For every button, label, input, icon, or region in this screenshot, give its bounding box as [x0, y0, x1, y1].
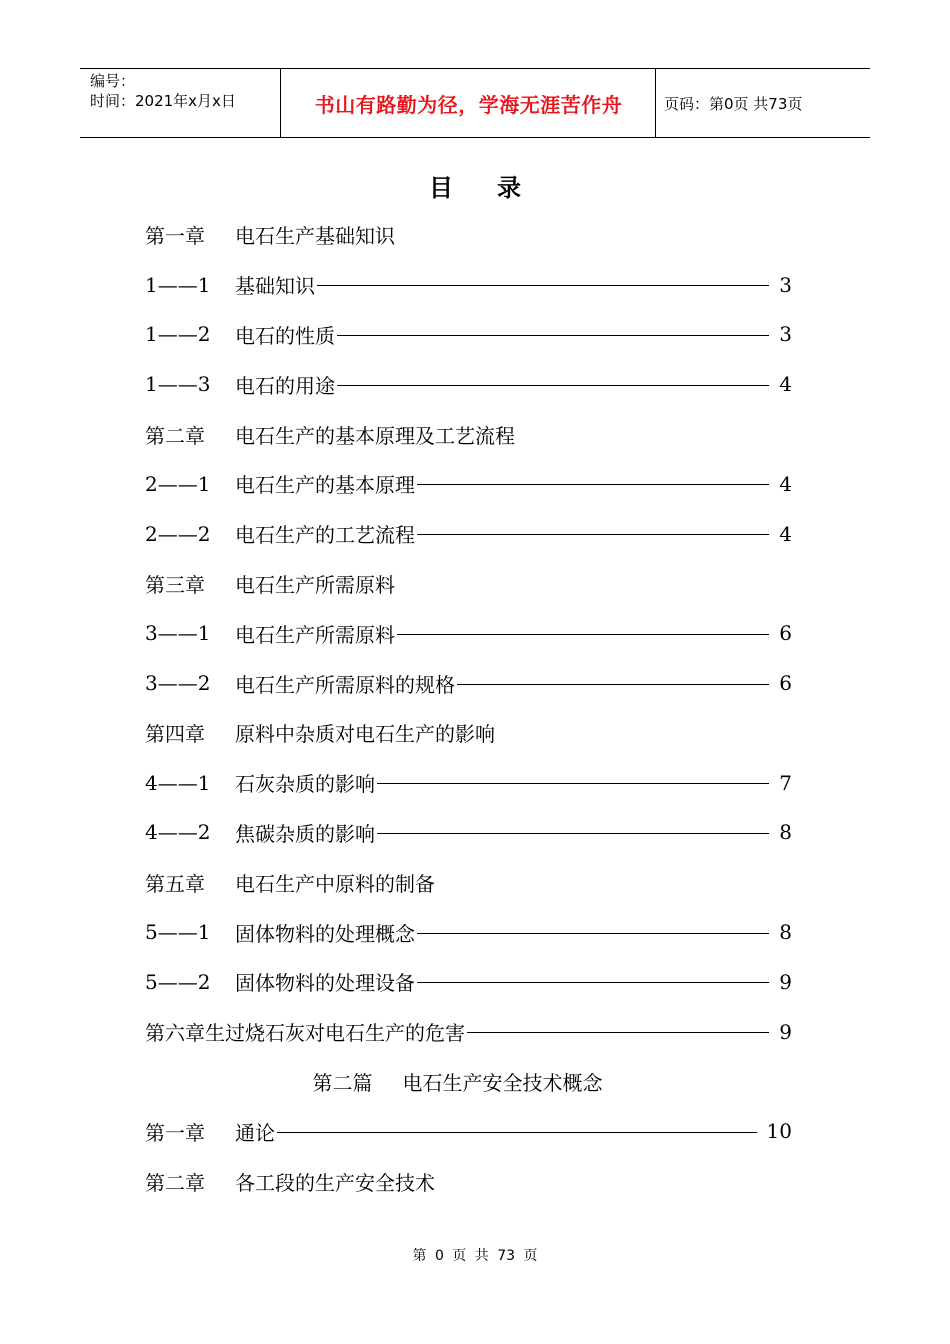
- toc-entry-page: 8: [779, 920, 792, 945]
- toc-entry: [145, 957, 792, 1007]
- number-label: 编号：: [90, 72, 136, 90]
- toc-entry-page: 3: [779, 272, 792, 297]
- toc-leader-line: [337, 385, 769, 386]
- toc-entry: [145, 1007, 792, 1057]
- toc-entry-number: 3——2: [145, 671, 211, 696]
- toc-entry: [145, 658, 792, 708]
- table-of-contents: [145, 210, 792, 1206]
- toc-entry: [145, 359, 792, 409]
- toc-entry-number: 第五章: [145, 871, 205, 896]
- toc-entry-label: 电石生产的基本原理及工艺流程: [235, 423, 515, 448]
- page-title: 目录: [429, 174, 565, 202]
- toc-entry-page: 9: [779, 1019, 792, 1044]
- toc-entry-page: 4: [779, 471, 792, 496]
- toc-entry: [145, 409, 792, 459]
- toc-entry: [145, 1106, 792, 1156]
- header-motto: 书山有路勤为径，学海无涯苦作舟: [282, 69, 656, 137]
- page-header: [80, 68, 870, 138]
- toc-leader-line: [417, 982, 769, 983]
- toc-entry-page: 8: [779, 820, 792, 845]
- toc-entry-label: 电石生产所需原料的规格: [235, 672, 455, 697]
- toc-entry-page: 6: [779, 621, 792, 646]
- page-footer: 第 0 页 共 73 页: [412, 1248, 538, 1264]
- toc-entry: [145, 1156, 792, 1206]
- toc-leader-line: [457, 684, 769, 685]
- toc-entry-label: 电石生产的工艺流程: [235, 523, 415, 548]
- toc-entry-label: 电石生产所需原料: [235, 622, 395, 647]
- toc-entry-label: 电石生产的基本原理: [235, 473, 415, 498]
- toc-entry-number: 第三章: [145, 572, 205, 597]
- toc-entry: [145, 1057, 792, 1107]
- toc-entry-label: 原料中杂质对电石生产的影响: [235, 722, 495, 747]
- toc-entry-label: 第六章生过烧石灰对电石生产的危害: [145, 1021, 465, 1046]
- toc-entry-number: 1——2: [145, 322, 211, 347]
- toc-leader-line: [337, 335, 769, 336]
- toc-entry-number: 第二章: [145, 1170, 205, 1195]
- toc-entry-number: 3——1: [145, 621, 211, 646]
- toc-leader-line: [417, 484, 769, 485]
- toc-entry-label: 电石的用途: [235, 373, 335, 398]
- toc-entry: [145, 758, 792, 808]
- toc-entry: [145, 907, 792, 957]
- toc-entry-number: 2——2: [145, 521, 211, 546]
- toc-entry: [145, 559, 792, 609]
- toc-leader-line: [317, 285, 769, 286]
- toc-entry-number: 第一章: [145, 224, 205, 249]
- toc-entry: [145, 310, 792, 360]
- toc-entry: [145, 509, 792, 559]
- toc-entry: [145, 260, 792, 310]
- toc-entry-page: 3: [779, 322, 792, 347]
- toc-leader-line: [377, 783, 769, 784]
- toc-entry-number: 第一章: [145, 1120, 205, 1145]
- toc-entry-number: 4——1: [145, 770, 211, 795]
- toc-entry-label: 石灰杂质的影响: [235, 772, 375, 797]
- toc-entry-label: 通论: [235, 1120, 275, 1145]
- toc-entry-number: 4——2: [145, 820, 211, 845]
- toc-entry: [145, 608, 792, 658]
- toc-leader-line: [397, 634, 769, 635]
- toc-entry-number: 2——1: [145, 471, 211, 496]
- toc-entry: [145, 857, 792, 907]
- toc-entry-page: 10: [766, 1119, 792, 1144]
- toc-entry-number: 第二章: [145, 423, 205, 448]
- toc-entry-number: 5——1: [145, 920, 211, 945]
- toc-entry: [145, 459, 792, 509]
- toc-entry-page: 9: [779, 969, 792, 994]
- header-meta: [80, 69, 281, 137]
- toc-entry: [145, 808, 792, 858]
- toc-entry-label: 电石生产安全技术概念: [402, 1070, 603, 1095]
- toc-entry-number: 5——2: [145, 969, 211, 994]
- toc-leader-line: [417, 933, 769, 934]
- toc-entry-number: 第四章: [145, 722, 205, 747]
- toc-entry-page: 7: [779, 770, 792, 795]
- toc-entry-label: 各工段的生产安全技术: [235, 1170, 435, 1195]
- toc-entry-label: 固体物料的处理概念: [235, 921, 415, 946]
- toc-entry-label: 电石生产基础知识: [235, 224, 395, 249]
- toc-entry-label: 基础知识: [235, 274, 315, 299]
- toc-entry-label: 焦碳杂质的影响: [235, 821, 375, 846]
- toc-entry-number: 1——3: [145, 372, 211, 397]
- toc-leader-line: [467, 1032, 769, 1033]
- toc-entry: [145, 210, 792, 260]
- toc-entry-label: 电石的性质: [235, 323, 335, 348]
- toc-entry-number: 第二篇: [312, 1070, 373, 1095]
- toc-entry-label: 电石生产中原料的制备: [235, 871, 435, 896]
- toc-entry-label: 固体物料的处理设备: [235, 971, 415, 996]
- header-page-info: 页码：第0页 共73页: [664, 94, 803, 113]
- toc-leader-line: [377, 833, 769, 834]
- toc-leader-line: [277, 1132, 757, 1133]
- toc-entry-number: 1——1: [145, 272, 211, 297]
- toc-leader-line: [417, 534, 769, 535]
- toc-entry-label: 电石生产所需原料: [235, 572, 395, 597]
- toc-entry-page: 4: [779, 372, 792, 397]
- time-label: 时间：2021年x月x日: [90, 92, 236, 110]
- toc-entry-page: 6: [779, 671, 792, 696]
- toc-entry: [145, 708, 792, 758]
- toc-entry-page: 4: [779, 521, 792, 546]
